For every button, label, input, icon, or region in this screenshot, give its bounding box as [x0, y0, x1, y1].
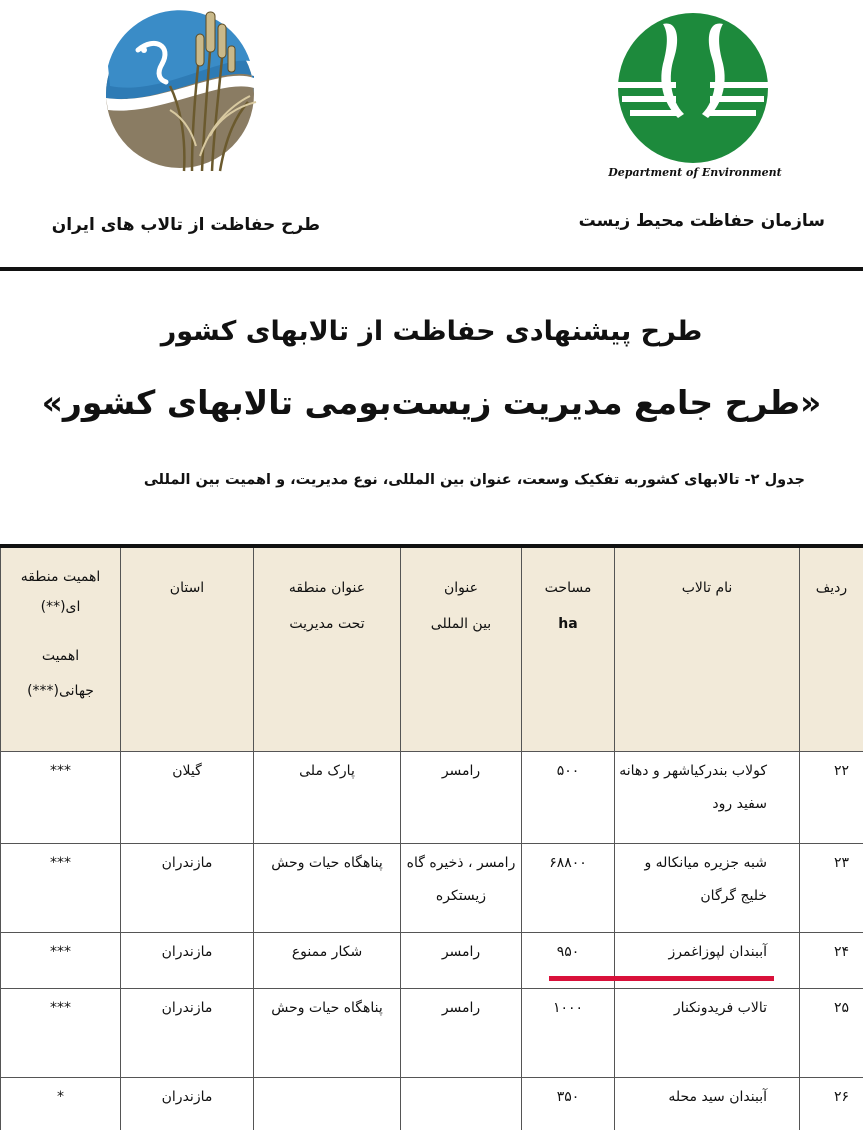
international-title: رامسر: [401, 751, 522, 843]
header-importance-line4: جهانی(***): [27, 683, 94, 699]
international-title: رامسر: [401, 988, 522, 1077]
management-title: [254, 1077, 401, 1130]
header-area: [522, 546, 615, 751]
province: مازندران: [121, 1077, 254, 1130]
area: ۳۵۰: [522, 1077, 615, 1130]
header-importance-line1: اهمیت منطقه: [20, 569, 101, 585]
table-row: [1, 843, 863, 932]
management-title: پناهگاه حیات وحش: [254, 988, 401, 1077]
header-intl-line2: بین المللی: [430, 616, 492, 632]
header-area-unit: ha: [558, 616, 578, 632]
wetlands-table: [0, 544, 863, 1130]
province: مازندران: [121, 932, 254, 988]
highlight-underline: [549, 976, 774, 981]
header-intl-line1: عنوان: [444, 580, 478, 596]
header-importance-line2: ای(**): [40, 599, 81, 615]
header-mgmt-line1: عنوان منطقه: [288, 580, 366, 596]
table-caption: جدول ۲- تالابهای کشوربه تفکیک وسعت، عنوان بین المللی، نوع مدیریت، و اهمیت بین المللی: [143, 472, 805, 488]
header-wetland-name: نام تالاب: [615, 546, 800, 751]
importance: ***: [1, 932, 121, 988]
row-number: ۲۲: [800, 751, 863, 843]
wetland-name: آببندان لپوزاغمرز: [615, 932, 800, 988]
table-row: [1, 988, 863, 1077]
area: ۹۵۰: [522, 932, 615, 988]
header-management-title: [254, 546, 401, 751]
wetland-name: آببندان سید محله: [615, 1077, 800, 1130]
wetland-name: تالاب فریدونکنار: [615, 988, 800, 1077]
doe-logo-text: Department of Environment: [608, 166, 782, 179]
doe-logo: [608, 10, 778, 185]
row-number: ۲۶: [800, 1077, 863, 1130]
project-name: طرح حفاظت از تالاب های ایران: [51, 215, 320, 235]
importance: ***: [1, 988, 121, 1077]
international-title: رامسر ، ذخیره گاه زیستکره: [401, 843, 522, 932]
header-area-label: مساحت: [544, 580, 592, 596]
table-row: [1, 1077, 863, 1130]
province: مازندران: [121, 843, 254, 932]
wetlands-table-container: [0, 544, 863, 1130]
header-province: استان: [121, 546, 254, 751]
wetland-project-logo: [100, 6, 260, 176]
area: ۵۰۰: [522, 751, 615, 843]
document-title: «طرح جامع مدیریت زیست‌بومی تالابهای کشور»: [41, 383, 822, 422]
management-title: پناهگاه حیات وحش: [254, 843, 401, 932]
wetland-name: شبه جزیره میانکاله و خلیج گرگان: [615, 843, 800, 932]
header-importance: [1, 546, 121, 751]
header-international-title: [401, 546, 522, 751]
row-number: ۲۵: [800, 988, 863, 1077]
management-title: شکار ممنوع: [254, 932, 401, 988]
row-number: ۲۴: [800, 932, 863, 988]
importance: *: [1, 1077, 121, 1130]
table-header-row: [1, 546, 863, 751]
international-title: [401, 1077, 522, 1130]
area: ۶۸۸۰۰: [522, 843, 615, 932]
organization-name: سازمان حفاظت محیط زیست: [578, 211, 825, 231]
importance: ***: [1, 843, 121, 932]
header-row-number: ردیف: [800, 546, 863, 751]
document-subtitle: طرح پیشنهادی حفاظت از تالابهای کشور: [160, 316, 703, 347]
province: گیلان: [121, 751, 254, 843]
table-row: [1, 751, 863, 843]
header-importance-line3: اهمیت: [41, 648, 80, 664]
management-title: پارک ملی: [254, 751, 401, 843]
header-divider: [0, 267, 863, 271]
row-number: ۲۳: [800, 843, 863, 932]
importance: ***: [1, 751, 121, 843]
international-title: رامسر: [401, 932, 522, 988]
area: ۱۰۰۰: [522, 988, 615, 1077]
wetland-name: کولاب بندرکیاشهر و دهانه سفید رود: [615, 751, 800, 843]
province: مازندران: [121, 988, 254, 1077]
header-mgmt-line2: تحت مدیریت: [289, 616, 365, 632]
